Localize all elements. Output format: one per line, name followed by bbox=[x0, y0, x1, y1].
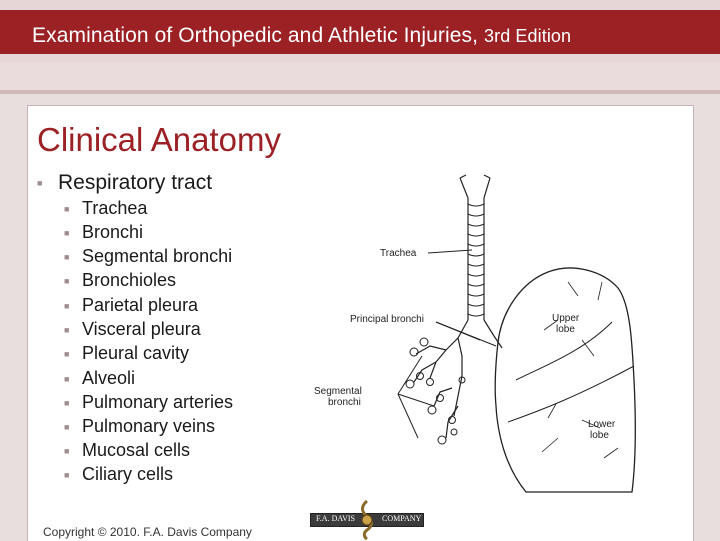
list-item: Pleural cavity bbox=[82, 343, 190, 363]
square-bullet-icon: ■ bbox=[37, 178, 43, 188]
header-title bbox=[32, 24, 571, 48]
label-upper-lobe: lobe bbox=[556, 324, 575, 335]
label-upper: Upper bbox=[552, 313, 580, 324]
label-principal-bronchi: Principal bronchi bbox=[350, 314, 424, 325]
label-lower-lobe: lobe bbox=[590, 430, 609, 441]
square-bullet-icon: ■ bbox=[64, 374, 70, 384]
fa-davis-logo-icon bbox=[310, 500, 424, 540]
list-item: Trachea bbox=[82, 198, 148, 218]
list-item: Bronchi bbox=[82, 222, 144, 242]
label-segmental-bronchi: bronchi bbox=[328, 397, 361, 408]
square-bullet-icon: ■ bbox=[64, 349, 70, 359]
lung-drawing bbox=[495, 268, 635, 492]
label-trachea: Trachea bbox=[380, 248, 417, 259]
square-bullet-icon: ■ bbox=[64, 301, 70, 311]
logo-emblem-icon bbox=[358, 500, 376, 540]
square-bullet-icon: ■ bbox=[64, 422, 70, 432]
list-item: Ciliary cells bbox=[82, 464, 174, 484]
square-bullet-icon: ■ bbox=[64, 204, 70, 214]
square-bullet-icon: ■ bbox=[64, 470, 70, 480]
label-lower: Lower bbox=[588, 419, 616, 430]
header-bar bbox=[0, 10, 720, 54]
square-bullet-icon: ■ bbox=[64, 446, 70, 456]
list-item: Visceral pleura bbox=[82, 319, 201, 339]
book-edition: 3rd Edition bbox=[483, 26, 572, 46]
list-item: Pulmonary veins bbox=[82, 416, 216, 436]
list-item: Parietal pleura bbox=[82, 295, 199, 315]
respiratory-tract-figure bbox=[312, 170, 667, 500]
square-bullet-icon: ■ bbox=[64, 325, 70, 335]
square-bullet-icon: ■ bbox=[64, 228, 70, 238]
bronchi-drawing bbox=[406, 320, 502, 444]
label-segmental: Segmental bbox=[314, 386, 362, 397]
square-bullet-icon: ■ bbox=[64, 252, 70, 262]
header-band bbox=[0, 62, 720, 90]
list-item: Mucosal cells bbox=[82, 440, 191, 460]
copyright-footer: Copyright © 2010. F.A. Davis Company bbox=[43, 525, 252, 539]
list-item: Bronchioles bbox=[82, 270, 177, 290]
figure-leader-lines bbox=[398, 250, 496, 438]
logo-text-left: F.A. DAVIS bbox=[316, 514, 355, 523]
slide-title: Clinical Anatomy bbox=[37, 121, 281, 158]
header bbox=[0, 0, 720, 62]
header-divider bbox=[0, 90, 720, 94]
trachea-drawing bbox=[460, 175, 490, 320]
square-bullet-icon: ■ bbox=[64, 276, 70, 286]
square-bullet-icon: ■ bbox=[64, 398, 70, 408]
topic-respiratory-tract: Respiratory tract bbox=[58, 171, 213, 194]
list-item: Alveoli bbox=[82, 368, 136, 388]
logo-text-right: COMPANY bbox=[382, 514, 422, 523]
book-title: Examination of Orthopedic and Athletic Injuries, bbox=[32, 24, 479, 47]
list-item: Segmental bronchi bbox=[82, 246, 233, 266]
list-item: Pulmonary arteries bbox=[82, 392, 234, 412]
